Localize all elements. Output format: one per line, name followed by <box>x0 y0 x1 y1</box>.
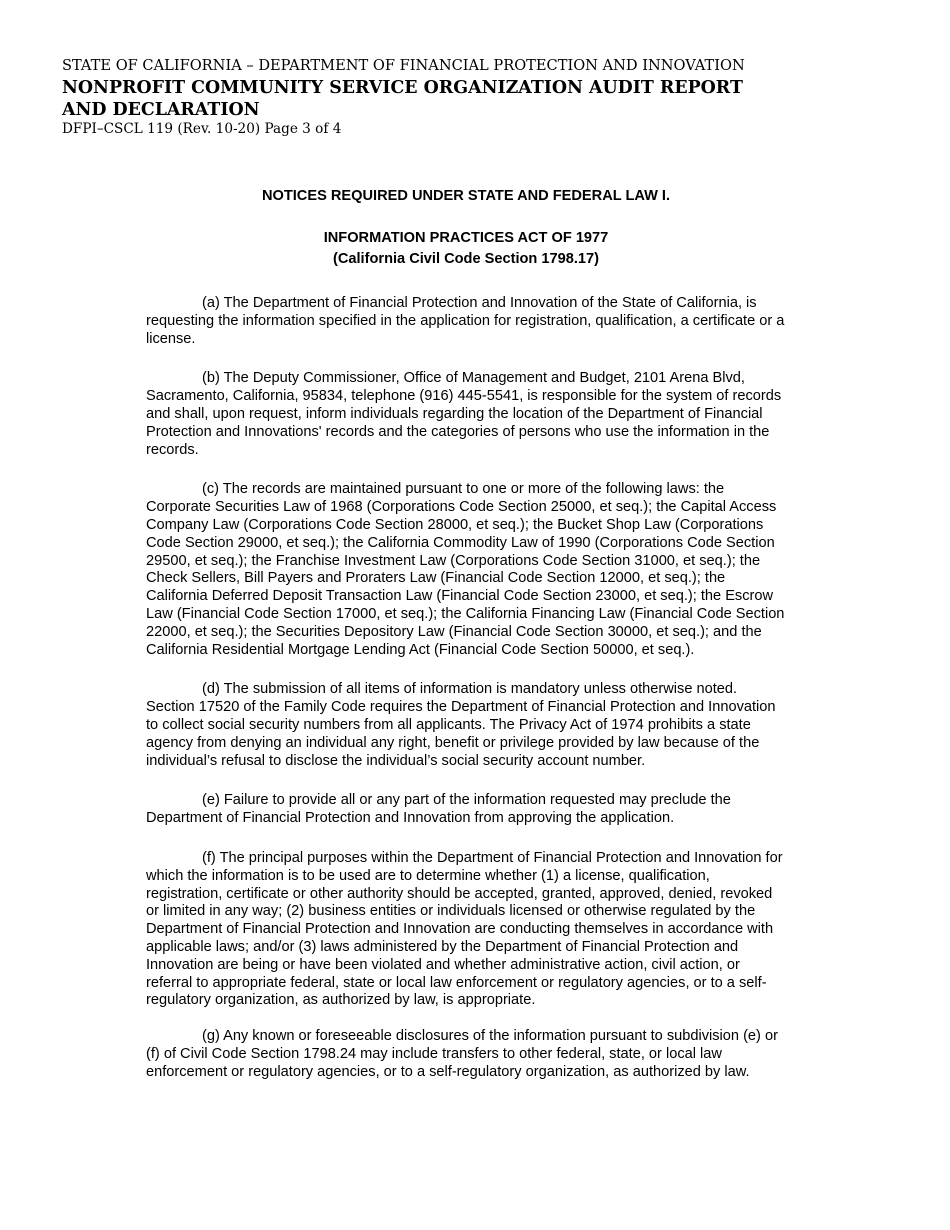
paragraph-a: (a) The Department of Financial Protection and Innovation of the State of California, is requesting the information specified in the application for registration, qualification, a certificate or a license. <box>146 295 785 347</box>
paragraph-f: (f) The principal purposes within the Department of Financial Protection and Innovation for which the information is to be used are to determine whether (1) a license, qualification, registration, certificate or other authority should be accepted, granted, approved, denied, revoked or limited in any way; (2) business entities or individuals licensed or otherwise regulated by the Department of Financial Protection and Innovation are conducting themselves in accordance with applicable laws; and/or (3) laws administered by the Department of Financial Protection and Innovation are being or have been violated and whether administrative action, civil action, or referral to appropriate federal, state or local law enforcement or regulatory agencies, or to a self-regulatory organization, as authorized by law, is appropriate. <box>146 849 783 1009</box>
document-header <box>62 56 782 138</box>
paragraph-c: (c) The records are maintained pursuant to one or more of the following laws: the Corporate Securities Law of 1968 (Corporations Code Section 25000, et seq.); the Capital Access Company Law (Corporations Code Section 28000, et seq.); the Bucket Shop Law (Corporations Code Section 29000, et seq.); the California Commodity Law of 1990 (Corporations Code Section 29500, et seq.); the Franchise Investment Law (Corporations Code Section 31000, et seq.); the Check Sellers, Bill Payers and Proraters Law (Financial Code Section 12000, et seq.); the California Deferred Deposit Transaction Law (Financial Code Section 23000, et seq.); the Escrow Law (Financial Code Section 17000, et seq.); the California Financing Law (Financial Code Section 22000, et seq.); the Securities Depository Law (Financial Code Section 30000, et seq.); and the California Residential Mortgage Lending Act (Financial Code Section 50000, et seq.). <box>146 481 785 658</box>
paragraph-e: (e) Failure to provide all or any part of the information requested may preclude the Department of Financial Protection and Innovation from approving the application. <box>146 792 731 827</box>
act-title: INFORMATION PRACTICES ACT OF 1977 <box>323 230 609 246</box>
paragraph-g: (g) Any known or foreseeable disclosures of the information pursuant to subdivision (e) or (f) of Civil Code Section 1798.24 may include transfers to other federal, state, or local law enforcement or regulatory agencies, or to a self-regulatory organization, as authorized by law. <box>146 1028 778 1080</box>
act-heading-block <box>146 228 786 269</box>
notice-heading: NOTICES REQUIRED UNDER STATE AND FEDERAL LAW I. <box>261 188 671 204</box>
form-title: NONPROFIT COMMUNITY SERVICE ORGANIZATION AUDIT REPORT AND DECLARATION <box>62 78 743 120</box>
paragraph-d: (d) The submission of all items of information is mandatory unless otherwise noted. Section 17520 of the Family Code requires the Department of Financial Protection and Innovation to collect social security numbers from all applicants. The Privacy Act of 1974 prohibits a state agency from denying an individual any right, benefit or privilege provided by law because of the individual’s refusal to disclose the individual’s social security account number. <box>146 681 776 769</box>
act-citation: (California Civil Code Section 1798.17) <box>332 250 599 267</box>
form-id-and-page: DFPI–CSCL 119 (Rev. 10-20) Page 3 of 4 <box>62 121 342 137</box>
agency-name: STATE OF CALIFORNIA – DEPARTMENT OF FINANCIAL PROTECTION AND INNOVATION <box>62 57 745 74</box>
paragraph-b: (b) The Deputy Commissioner, Office of Management and Budget, 2101 Arena Blvd, Sacramento, California, 95834, telephone (916) 445-5541, is responsible for the system of records and shall, upon request, inform individuals regarding the location of the Department of Financial Protection and Innovations' records and the categories of persons who use the information in the records. <box>146 370 782 458</box>
notice-body <box>146 186 786 1081</box>
